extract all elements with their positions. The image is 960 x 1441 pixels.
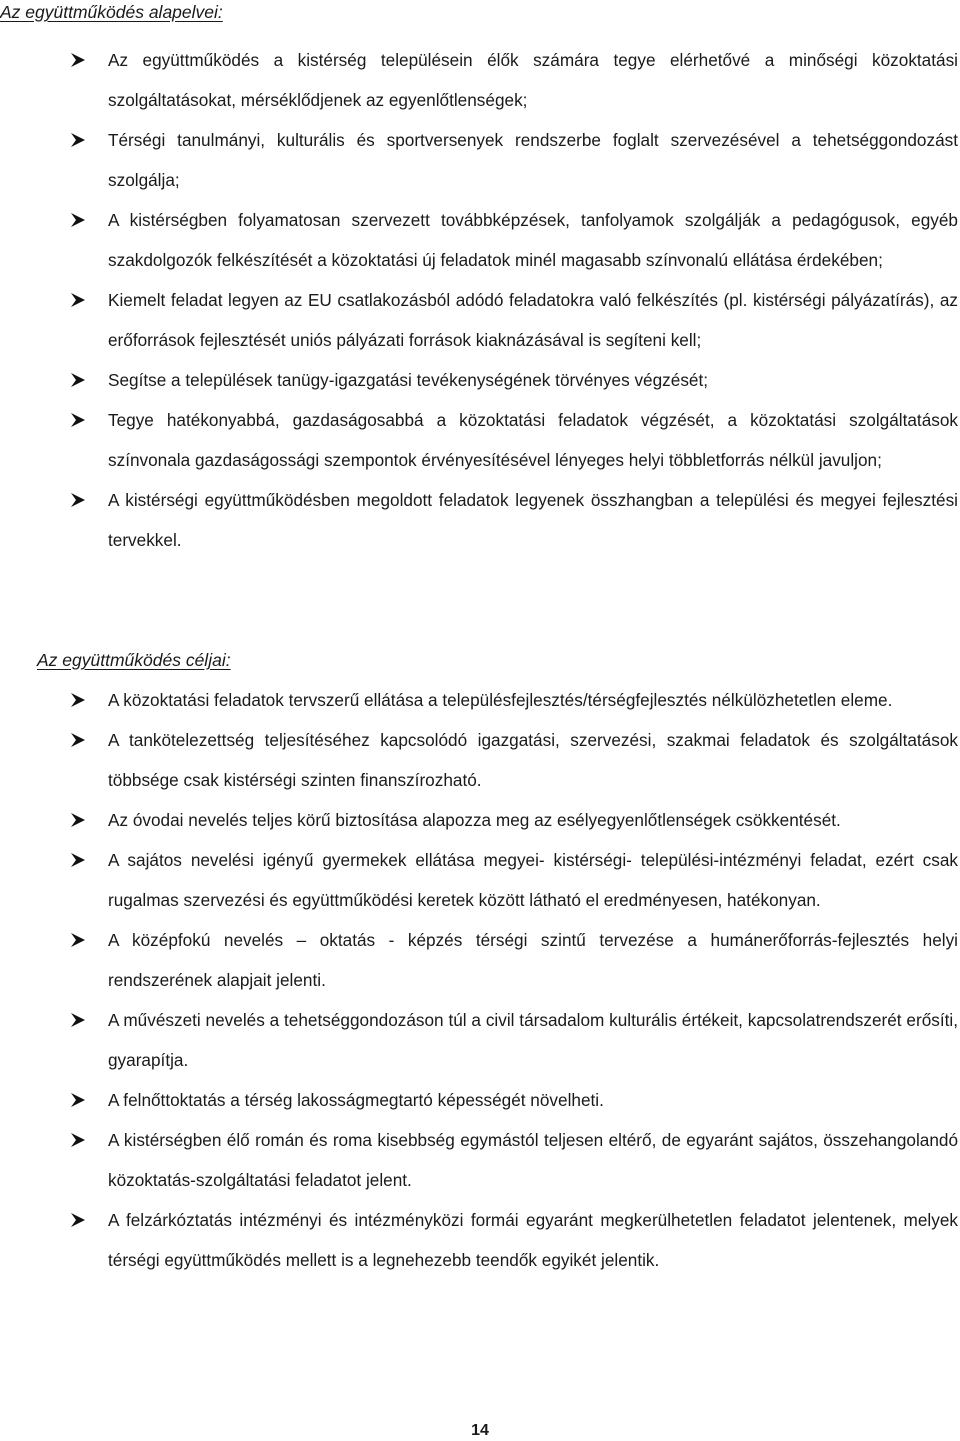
arrowhead-bullet-icon bbox=[70, 293, 86, 307]
list-item bbox=[0, 1080, 960, 1120]
arrowhead-bullet-icon bbox=[70, 733, 86, 747]
arrowhead-bullet-icon bbox=[70, 1013, 86, 1027]
list-item bbox=[0, 200, 960, 280]
arrowhead-bullet-icon bbox=[70, 413, 86, 427]
list-item bbox=[0, 1120, 960, 1200]
arrowhead-bullet-icon bbox=[70, 1133, 86, 1147]
list-item-text: A felzárkóztatás intézményi és intézményközi formái egyaránt megkerülhetetlen feladatot jelentenek, melyek térségi együttműködés mellett is a legnehezebb teendők egyikét jelentik. bbox=[108, 1210, 958, 1270]
arrowhead-bullet-icon bbox=[70, 813, 86, 827]
list-item bbox=[0, 1200, 960, 1280]
list-item-text: A kistérségben élő román és roma kisebbség egymástól teljesen eltérő, de egyaránt sajátos, összehangolandó közoktatás-szolgáltatási feladatot jelent. bbox=[108, 1130, 958, 1190]
arrowhead-bullet-icon bbox=[70, 53, 86, 67]
list-item-text: Tegye hatékonyabbá, gazdaságosabbá a közoktatási feladatok végzését, a közoktatási szolgáltatások színvonala gazdaságossági szempontok érvényesítésével lényeges helyi többletforrás nélkül javuljon; bbox=[108, 410, 958, 470]
arrowhead-bullet-icon bbox=[70, 493, 86, 507]
list-item bbox=[0, 40, 960, 120]
list-item-text: A középfokú nevelés – oktatás - képzés térségi szintű tervezése a humánerőforrás-fejlesztés helyi rendszerének alapjait jelenti. bbox=[108, 930, 958, 990]
arrowhead-bullet-icon bbox=[70, 133, 86, 147]
list-item-text: A kistérségben folyamatosan szervezett továbbképzések, tanfolyamok szolgálják a pedagógusok, egyéb szakdolgozók felkészítését a közoktatási új feladatok minél magasabb színvonalú ellátása érdekében; bbox=[108, 210, 958, 270]
list-item-text: A tankötelezettség teljesítéséhez kapcsolódó igazgatási, szervezési, szakmai feladatok és szolgáltatások többsége csak kistérségi szinten finanszírozható. bbox=[108, 730, 958, 790]
section-heading-principles: Az együttműködés alapelvei: bbox=[0, 2, 223, 22]
list-item bbox=[0, 1000, 960, 1080]
list-item bbox=[0, 280, 960, 360]
list-item-text: Térségi tanulmányi, kulturális és sportversenyek rendszerbe foglalt szervezésével a tehetséggondozást szolgálja; bbox=[108, 130, 958, 190]
section-heading-goals: Az együttműködés céljai: bbox=[37, 650, 231, 670]
list-item-text: A művészeti nevelés a tehetséggondozáson túl a civil társadalom kulturális értékeit, kapcsolatrendszerét erősíti, gyarapítja. bbox=[108, 1010, 958, 1070]
list-item-text: A kistérségi együttműködésben megoldott feladatok legyenek összhangban a települési és megyei fejlesztési tervekkel. bbox=[108, 490, 958, 550]
arrowhead-bullet-icon bbox=[70, 1213, 86, 1227]
list-item bbox=[0, 920, 960, 1000]
list-item bbox=[0, 480, 960, 560]
list-item-text: A közoktatási feladatok tervszerű ellátása a településfejlesztés/térségfejlesztés nélkülözhetetlen eleme. bbox=[108, 690, 893, 710]
list-item bbox=[0, 720, 960, 800]
arrowhead-bullet-icon bbox=[70, 373, 86, 387]
list-item bbox=[0, 680, 960, 720]
goals-list bbox=[0, 680, 960, 1280]
principles-list bbox=[0, 40, 960, 560]
list-item-text: Az együttműködés a kistérség településein élők számára tegye elérhetővé a minőségi közoktatási szolgáltatásokat, mérséklődjenek az egyenlőtlenségek; bbox=[108, 50, 958, 110]
arrowhead-bullet-icon bbox=[70, 213, 86, 227]
list-item-text: A felnőttoktatás a térség lakosságmegtartó képességét növelheti. bbox=[108, 1090, 604, 1110]
list-item-text: Az óvodai nevelés teljes körű biztosítása alapozza meg az esélyegyenlőtlenségek csökkentését. bbox=[108, 810, 841, 830]
arrowhead-bullet-icon bbox=[70, 693, 86, 707]
list-item-text: Kiemelt feladat legyen az EU csatlakozásból adódó feladatokra való felkészítés (pl. kistérségi pályázatírás), az erőforrások fejlesztését uniós pályázati források kiaknázásával is segíteni kell; bbox=[108, 290, 958, 350]
arrowhead-bullet-icon bbox=[70, 1093, 86, 1107]
arrowhead-bullet-icon bbox=[70, 933, 86, 947]
list-item-text: A sajátos nevelési igényű gyermekek ellátása megyei- kistérségi- települési-intézményi feladat, ezért csak rugalmas szervezési és együttműködési keretek között látható el eredményesen, hatékonyan. bbox=[108, 850, 958, 910]
list-item bbox=[0, 120, 960, 200]
list-item bbox=[0, 400, 960, 480]
page-number: 14 bbox=[471, 1422, 489, 1439]
list-item bbox=[0, 840, 960, 920]
arrowhead-bullet-icon bbox=[70, 853, 86, 867]
list-item bbox=[0, 800, 960, 840]
list-item bbox=[0, 360, 960, 400]
list-item-text: Segítse a települések tanügy-igazgatási tevékenységének törvényes végzését; bbox=[108, 370, 709, 390]
